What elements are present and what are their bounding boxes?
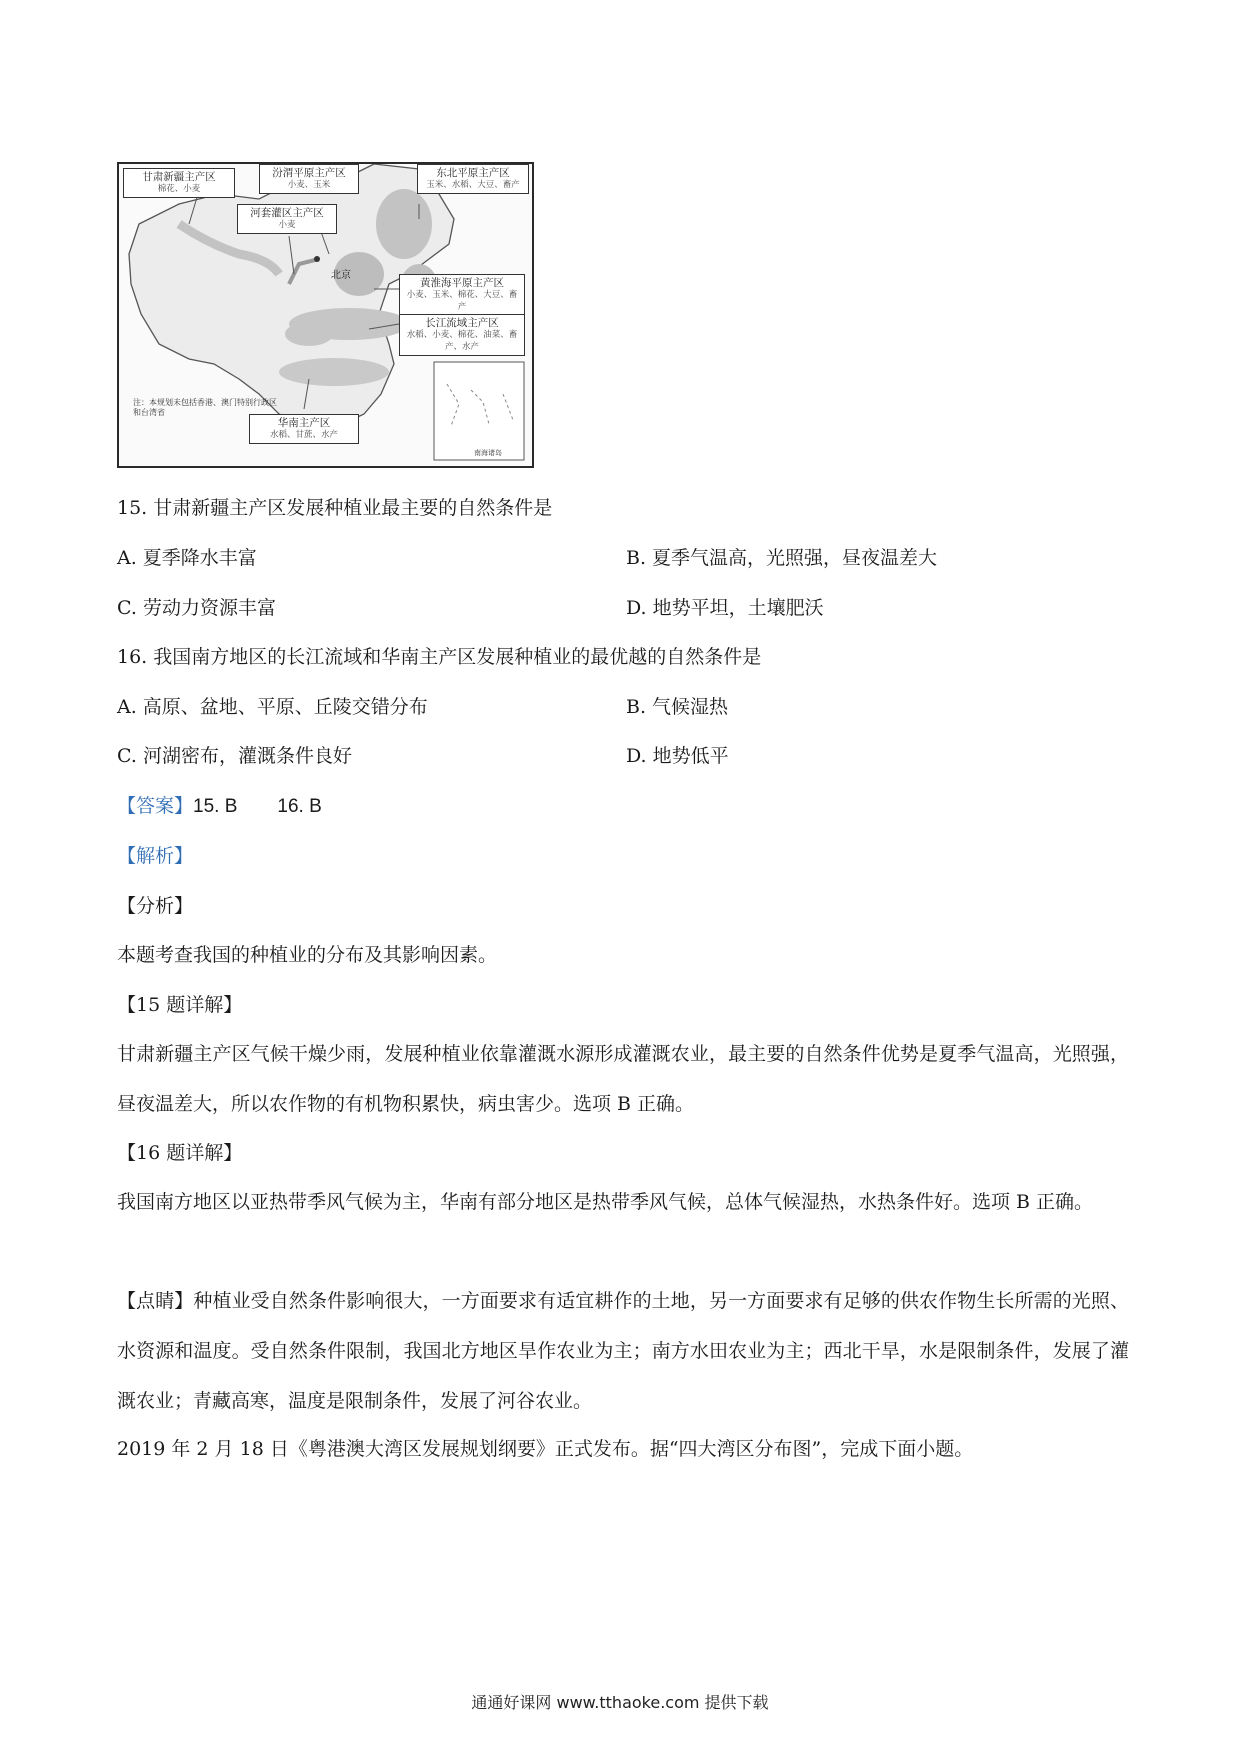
region-northeast bbox=[417, 164, 529, 194]
q16-option-d: D. 地势低平 bbox=[626, 745, 729, 767]
region-crops: 水稻、甘蔗、水产 bbox=[269, 430, 338, 440]
q16-stem: 16. 我国南方地区的长江流域和华南主产区发展种植业的最优越的自然条件是 bbox=[117, 646, 762, 668]
region-south-china bbox=[249, 414, 359, 444]
region-hetao bbox=[237, 204, 337, 234]
dianjing-label: 【点睛】 bbox=[117, 1290, 194, 1312]
detail16-text: 我国南方地区以亚热带季风气候为主，华南有部分地区是热带季风气候，总体气候湿热，水热条件好。选项 B 正确。 bbox=[117, 1191, 1094, 1213]
detail16-label: 【16 题详解】 bbox=[117, 1142, 243, 1164]
map-note: 注：本规划未包括香港、澳门特别行政区和台湾省 bbox=[133, 398, 277, 417]
inset-label: 南海诸岛 bbox=[474, 449, 502, 457]
region-crops: 小麦、玉米、棉花、大豆、畜产 bbox=[406, 290, 518, 312]
q15-option-b: B. 夏季气温高，光照强，昼夜温差大 bbox=[626, 547, 938, 569]
region-crops: 小麦 bbox=[278, 220, 296, 230]
q15-option-d: D. 地势平坦，土壤肥沃 bbox=[626, 597, 824, 619]
detail15-label: 【15 题详解】 bbox=[117, 994, 243, 1016]
region-name: 汾渭平原主产区 bbox=[272, 167, 346, 179]
q15-option-a: A. 夏季降水丰富 bbox=[117, 547, 257, 569]
analysis-label: 【解析】 bbox=[117, 845, 194, 867]
china-crop-regions-map bbox=[117, 162, 534, 468]
answer-15: 15. B bbox=[193, 796, 238, 817]
region-crops: 水稻、小麦、棉花、油菜、畜产、水产 bbox=[406, 330, 518, 352]
q15-stem: 15. 甘肃新疆主产区发展种植业最主要的自然条件是 bbox=[117, 497, 553, 519]
region-crops: 棉花、小麦 bbox=[157, 184, 201, 194]
region-crops: 玉米、水稻、大豆、畜产 bbox=[426, 180, 520, 190]
answer-line bbox=[117, 793, 362, 820]
q16-option-b: B. 气候湿热 bbox=[626, 696, 729, 718]
dianjing-block bbox=[117, 1276, 1129, 1426]
dianjing-text: 种植业受自然条件影响很大，一方面要求有适宜耕作的土地，另一方面要求有足够的供农作物生长所需的光照、水资源和温度。受自然条件限制，我国北方地区旱作农业为主；南方水田农业为主；西北干旱，水是限制条件，发展了灌溉农业；青藏高寒，温度是限制条件，发展了河谷农业。 bbox=[117, 1290, 1129, 1412]
region-name: 华南主产区 bbox=[277, 417, 331, 429]
intro-text: 本题考查我国的种植业的分布及其影响因素。 bbox=[117, 944, 498, 966]
region-huanghuaihai bbox=[399, 274, 525, 316]
q16-option-c: C. 河湖密布，灌溉条件良好 bbox=[117, 745, 352, 767]
q15-option-c: C. 劳动力资源丰富 bbox=[117, 597, 276, 619]
page-footer: 通通好课网 www.tthaoke.com 提供下载 bbox=[471, 1693, 769, 1712]
region-fenwei bbox=[259, 164, 359, 194]
detail15-text: 甘肃新疆主产区气候干燥少雨，发展种植业依靠灌溉水源形成灌溉农业，最主要的自然条件优势是夏季气温高，光照强，昼夜温差大，所以农作物的有机物积累快，病虫害少。选项 B 正确。 bbox=[117, 1043, 1129, 1115]
answer-16: 16. B bbox=[277, 796, 322, 817]
region-name: 东北平原主产区 bbox=[436, 167, 510, 179]
q16-option-a: A. 高原、盆地、平原、丘陵交错分布 bbox=[117, 696, 428, 718]
next-intro: 2019 年 2 月 18 日《粤港澳大湾区发展规划纲要》正式发布。据“四大湾区分布图”，完成下面小题。 bbox=[117, 1438, 974, 1460]
region-name: 甘肃新疆主产区 bbox=[142, 171, 216, 183]
region-name: 黄淮海平原主产区 bbox=[420, 277, 504, 289]
region-crops: 小麦、玉米 bbox=[287, 180, 331, 190]
map-city-beijing: 北京 bbox=[331, 270, 351, 281]
region-gansu-xinjiang bbox=[123, 168, 235, 198]
region-yangtze bbox=[399, 314, 525, 356]
fenxi-label: 【分析】 bbox=[117, 895, 194, 917]
answer-label: 【答案】 bbox=[117, 795, 194, 817]
region-name: 河套灌区主产区 bbox=[250, 207, 324, 219]
region-name: 长江流域主产区 bbox=[425, 317, 499, 329]
